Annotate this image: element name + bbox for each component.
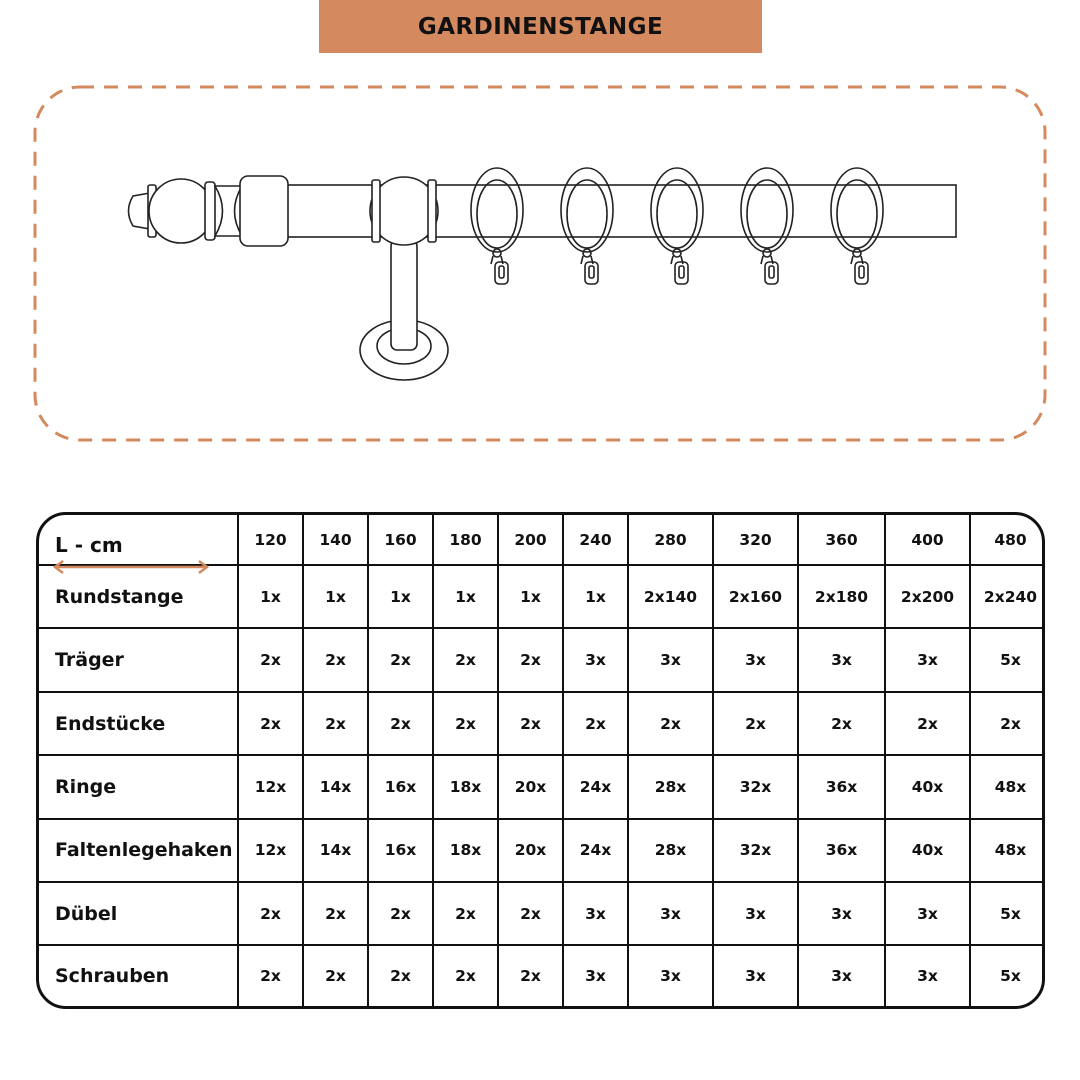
length-header: 160 bbox=[368, 515, 433, 565]
table-cell: 2x bbox=[303, 882, 368, 945]
row-label: Schrauben bbox=[39, 945, 238, 1006]
finial-ball bbox=[149, 179, 213, 243]
table-cell: 3x bbox=[628, 628, 713, 691]
length-label: L - cm bbox=[55, 533, 123, 557]
table-cell: 12x bbox=[238, 819, 303, 882]
length-header: 140 bbox=[303, 515, 368, 565]
table-cell: 48x bbox=[970, 819, 1045, 882]
table-cell: 3x bbox=[885, 882, 970, 945]
table-cell: 2x bbox=[303, 692, 368, 755]
table-cell: 2x bbox=[433, 628, 498, 691]
table-cell: 2x bbox=[433, 882, 498, 945]
table-cell: 5x bbox=[970, 945, 1045, 1006]
length-header: 120 bbox=[238, 515, 303, 565]
table-cell: 3x bbox=[885, 628, 970, 691]
table-cell: 2x bbox=[498, 945, 563, 1006]
table-cell: 1x bbox=[368, 565, 433, 628]
table-cell: 2x180 bbox=[798, 565, 885, 628]
row-label: Rundstange bbox=[39, 565, 238, 628]
table-cell: 3x bbox=[885, 945, 970, 1006]
table-cell: 16x bbox=[368, 819, 433, 882]
row-label: Faltenlegehaken bbox=[39, 819, 238, 882]
dashed-frame bbox=[35, 87, 1045, 440]
table-cell: 2x200 bbox=[885, 565, 970, 628]
table-cell: 20x bbox=[498, 755, 563, 818]
table-cell: 36x bbox=[798, 819, 885, 882]
table-cell: 3x bbox=[563, 882, 628, 945]
table-row bbox=[39, 882, 1045, 945]
table-cell: 2x bbox=[885, 692, 970, 755]
table-cell: 2x bbox=[368, 692, 433, 755]
table-cell: 3x bbox=[713, 628, 798, 691]
table-cell: 3x bbox=[628, 945, 713, 1006]
length-header: 180 bbox=[433, 515, 498, 565]
table-cell: 16x bbox=[368, 755, 433, 818]
table-cell: 3x bbox=[713, 945, 798, 1006]
table-header-row bbox=[39, 515, 1045, 565]
row-label: Ringe bbox=[39, 755, 238, 818]
table-cell: 2x bbox=[368, 628, 433, 691]
table-cell: 24x bbox=[563, 819, 628, 882]
table-cell: 2x bbox=[303, 628, 368, 691]
table-cell: 3x bbox=[713, 882, 798, 945]
table-cell: 2x bbox=[498, 882, 563, 945]
table-cell: 32x bbox=[713, 755, 798, 818]
table-cell: 1x bbox=[563, 565, 628, 628]
double-arrow-icon bbox=[51, 559, 211, 575]
table-cell: 2x bbox=[238, 628, 303, 691]
table-cell: 2x bbox=[368, 945, 433, 1006]
table-cell: 2x bbox=[628, 692, 713, 755]
table-row bbox=[39, 819, 1045, 882]
table-cell: 1x bbox=[433, 565, 498, 628]
table-cell: 2x bbox=[563, 692, 628, 755]
table-cell: 3x bbox=[798, 945, 885, 1006]
table-cell: 2x bbox=[238, 945, 303, 1006]
table-cell: 2x240 bbox=[970, 565, 1045, 628]
table-cell: 48x bbox=[970, 755, 1045, 818]
finial-sleeve bbox=[240, 176, 288, 246]
length-header: 240 bbox=[563, 515, 628, 565]
bracket-collar-left bbox=[372, 180, 380, 242]
row-label: Dübel bbox=[39, 882, 238, 945]
table-cell: 2x bbox=[303, 945, 368, 1006]
table-cell: 2x bbox=[713, 692, 798, 755]
length-header: 280 bbox=[628, 515, 713, 565]
page-title: GARDINENSTANGE bbox=[417, 13, 664, 40]
table-cell: 18x bbox=[433, 819, 498, 882]
table-cell: 2x bbox=[368, 882, 433, 945]
table-cell: 36x bbox=[798, 755, 885, 818]
table-cell: 3x bbox=[563, 945, 628, 1006]
table-cell: 1x bbox=[238, 565, 303, 628]
table-cell: 2x160 bbox=[713, 565, 798, 628]
table-row bbox=[39, 692, 1045, 755]
table-cell: 2x bbox=[433, 692, 498, 755]
table-cell: 28x bbox=[628, 755, 713, 818]
table-cell: 14x bbox=[303, 819, 368, 882]
finial-neck bbox=[215, 186, 242, 236]
table-cell: 2x bbox=[798, 692, 885, 755]
row-label: Endstücke bbox=[39, 692, 238, 755]
table-cell: 2x bbox=[498, 692, 563, 755]
bracket-collar-right bbox=[428, 180, 436, 242]
table-cell: 2x bbox=[238, 692, 303, 755]
length-header: 480 bbox=[970, 515, 1045, 565]
finial-tip bbox=[129, 193, 151, 229]
length-header: 400 bbox=[885, 515, 970, 565]
table-cell: 24x bbox=[563, 755, 628, 818]
table-cell: 2x bbox=[433, 945, 498, 1006]
table-cell: 5x bbox=[970, 882, 1045, 945]
table-cell: 28x bbox=[628, 819, 713, 882]
table-row bbox=[39, 755, 1045, 818]
parts-table-grid bbox=[39, 515, 1045, 1006]
parts-table bbox=[36, 512, 1045, 1009]
table-cell: 12x bbox=[238, 755, 303, 818]
table-cell: 2x bbox=[238, 882, 303, 945]
table-cell: 5x bbox=[970, 628, 1045, 691]
length-header-cell bbox=[39, 515, 238, 565]
table-cell: 1x bbox=[498, 565, 563, 628]
table-cell: 3x bbox=[798, 628, 885, 691]
table-cell: 20x bbox=[498, 819, 563, 882]
table-cell: 2x140 bbox=[628, 565, 713, 628]
table-row bbox=[39, 628, 1045, 691]
table-cell: 32x bbox=[713, 819, 798, 882]
table-cell: 2x bbox=[498, 628, 563, 691]
curtain-rod-illustration bbox=[0, 80, 1080, 450]
table-cell: 1x bbox=[303, 565, 368, 628]
bracket-stem bbox=[391, 240, 417, 350]
table-cell: 2x bbox=[970, 692, 1045, 755]
finial-collar-right bbox=[205, 182, 215, 240]
table-cell: 40x bbox=[885, 819, 970, 882]
table-row bbox=[39, 945, 1045, 1006]
length-header: 200 bbox=[498, 515, 563, 565]
title-banner bbox=[319, 0, 762, 53]
length-header: 360 bbox=[798, 515, 885, 565]
table-cell: 18x bbox=[433, 755, 498, 818]
table-cell: 3x bbox=[798, 882, 885, 945]
table-cell: 3x bbox=[628, 882, 713, 945]
row-label: Träger bbox=[39, 628, 238, 691]
table-cell: 40x bbox=[885, 755, 970, 818]
table-cell: 3x bbox=[563, 628, 628, 691]
table-cell: 14x bbox=[303, 755, 368, 818]
length-header: 320 bbox=[713, 515, 798, 565]
